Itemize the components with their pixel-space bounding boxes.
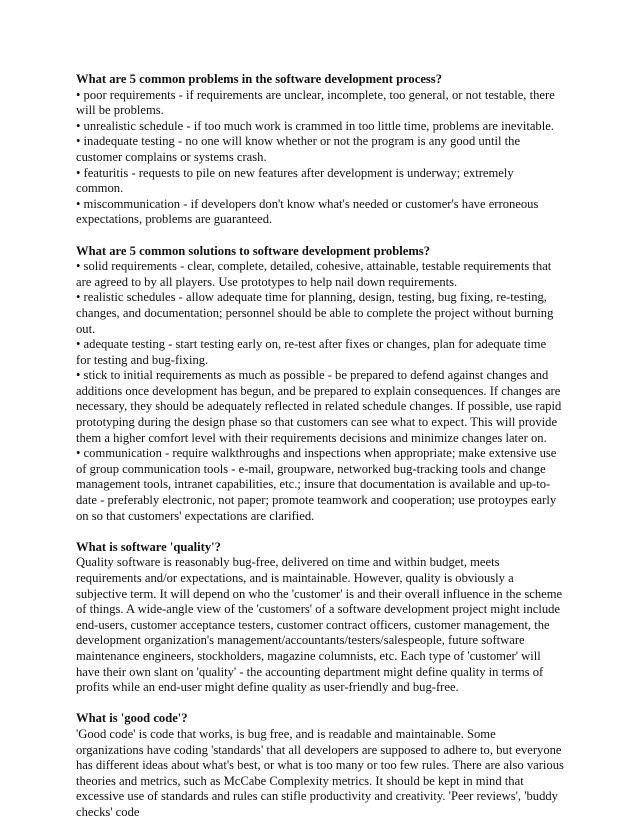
list-item: • stick to initial requirements as much as possible - be prepared to defend against changes and additions once development has begun, and be prepared to explain consequences. If changes are necessary, they should be adequately reflected in related schedule changes. If possible, use rapid prototyping during the design phase so that customers can see what to expect. This will provide them a higher comfort level with their requirements decisions and minimize changes later on. xyxy=(76,368,562,445)
section-software-quality xyxy=(76,540,564,696)
list-item: • inadequate testing - no one will know whether or not the program is any good until the customer complains or systems crash. xyxy=(76,134,521,164)
body-paragraph: 'Good code' is code that works, is bug free, and is readable and maintainable. Some organizations have coding 'standards' that all developers are supposed to adhere to, but everyone has different ideas about what's best, or what is too many or too few rules. There are also various theories and metrics, such as McCabe Complexity metrics. It should be kept in mind that excessive use of standards and rules can stifle productivity and creativity. 'Peer reviews', 'buddy checks' code xyxy=(76,726,564,819)
list-item: • miscommunication - if developers don't know what's needed or customer's have erroneous expectations, problems are guaranteed. xyxy=(76,196,539,227)
section-heading: What is 'good code'? xyxy=(76,711,188,726)
section-heading: What are 5 common problems in the software development process? xyxy=(76,72,443,86)
section-common-problems xyxy=(76,72,564,228)
section-heading: What are 5 common solutions to software development problems? xyxy=(76,243,431,258)
section-good-code xyxy=(76,711,564,820)
list-item: • featuritis - requests to pile on new features after development is underway; extremely common. xyxy=(76,165,514,196)
section-heading: What is software 'quality'? xyxy=(76,539,221,554)
list-item: • realistic schedules - allow adequate time for planning, design, testing, bug fixing, re-testing, changes, and documentation; personnel should be able to complete the project without burning out. xyxy=(76,290,554,336)
list-item: • unrealistic schedule - if too much work is crammed in too little time, problems are inevitable. xyxy=(76,118,554,133)
list-item: • communication - require walkthroughs and inspections when appropriate; make extensive use of group communication tools - e-mail, groupware, networked bug-tracking tools and change management tools, intranet capabilities, etc.; insure that documentation is available and up-to-date - preferably electronic, not paper; promote teamwork and cooperation; use protoypes early on so that customers' expectations are clarified. xyxy=(76,446,557,523)
section-common-solutions xyxy=(76,244,564,525)
list-item: • poor requirements - if requirements are unclear, incomplete, too general, or not testable, there will be problems. xyxy=(76,87,555,118)
list-item: • adequate testing - start testing early on, re-test after fixes or changes, plan for adequate time for testing and bug-fixing. xyxy=(76,337,547,367)
body-paragraph: Quality software is reasonably bug-free, delivered on time and within budget, meets requirements and/or expectations, and is maintainable. However, quality is obviously a subjective term. It will depend on who the 'customer' is and their overall influence in the scheme of things. A wide-angle view of the 'customers' of a software development project might include end-users, customer acceptance testers, customer contract officers, customer management, the development organization's management/accountants/testers/salespeople, future software maintenance engineers, stockholders, magazine columnists, etc. Each type of 'customer' will have their own slant on 'quality' - the accounting department might define quality in terms of profits while an end-user might define quality as user-friendly and bug-free. xyxy=(76,555,563,695)
document-page xyxy=(76,72,564,836)
list-item: • solid requirements - clear, complete, detailed, cohesive, attainable, testable requirements that are agreed to by all players. Use prototypes to help nail down requirements. xyxy=(76,259,552,289)
